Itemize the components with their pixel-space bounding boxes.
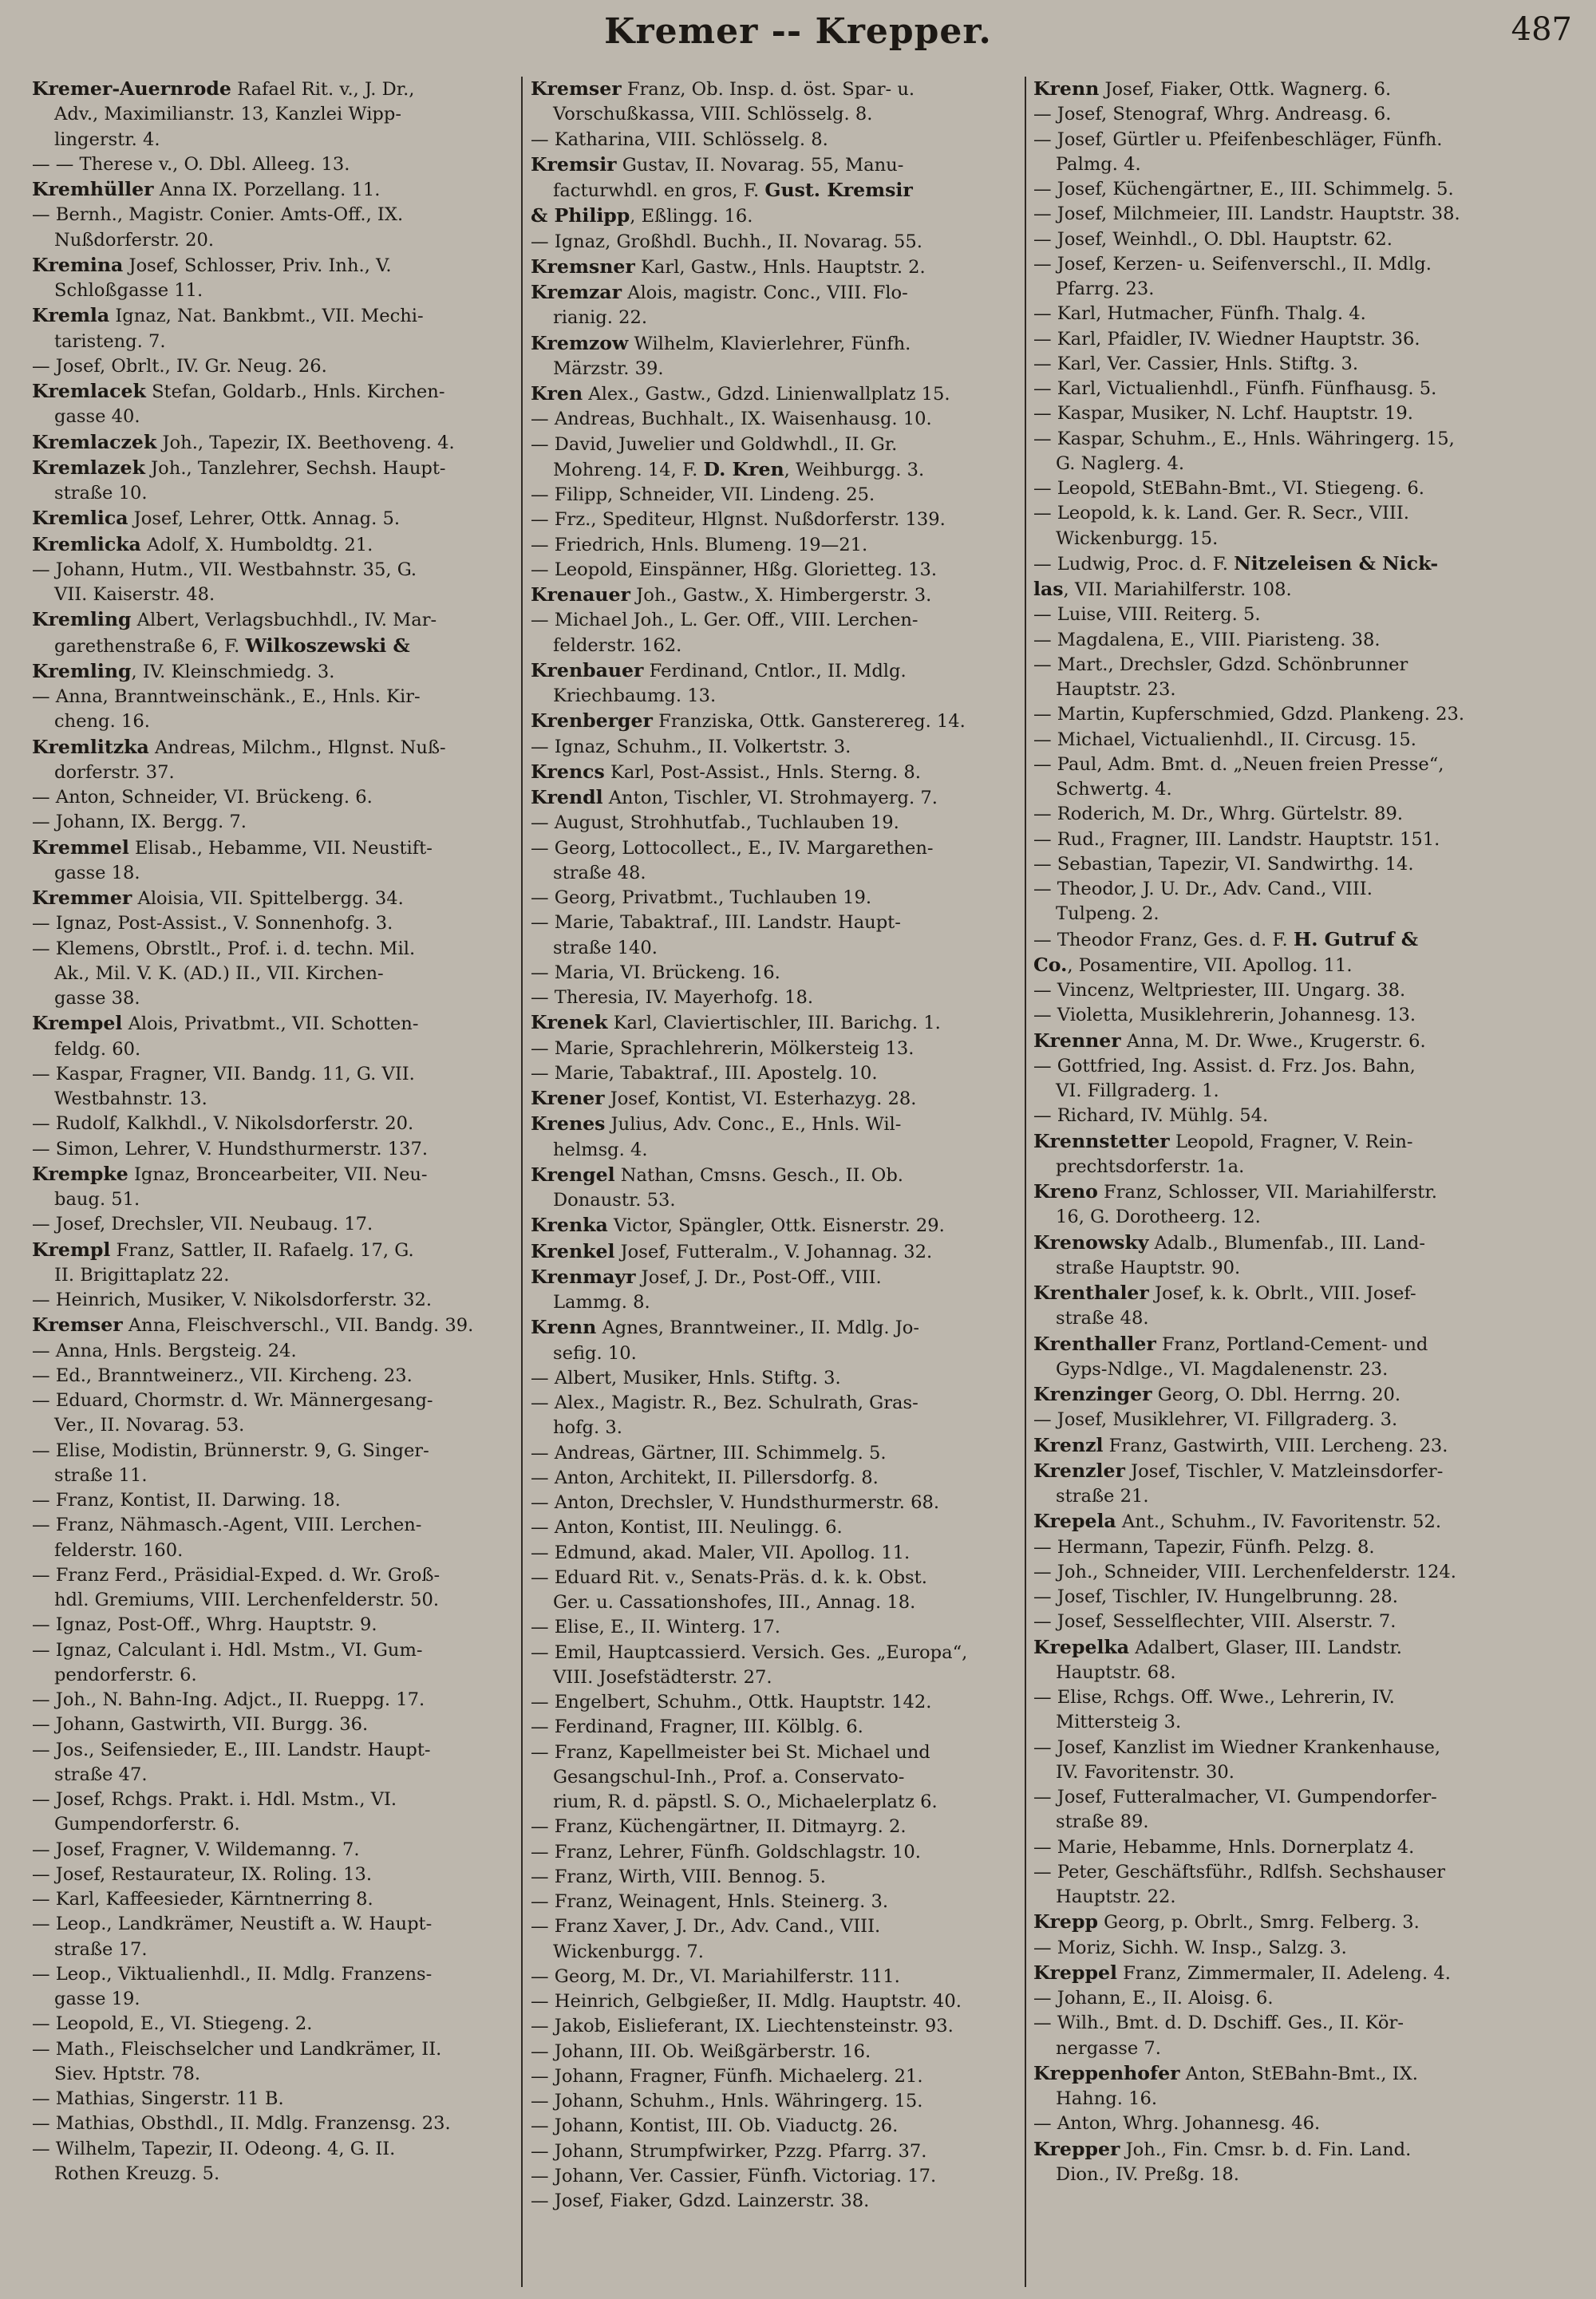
directory-entry: — Josef, Obrlt., IV. Gr. Neug. 26. bbox=[32, 355, 327, 377]
directory-entry: Kremlicka Adolf, X. Humboldtg. 21. bbox=[32, 532, 373, 555]
directory-entry-continuation: straße Hauptstr. 90. bbox=[1056, 1257, 1241, 1278]
directory-entry: — Gottfried, Ing. Assist. d. Frz. Jos. Bahn, bbox=[1033, 1055, 1416, 1076]
directory-entry: — Franz, Kapellmeister bei St. Michael und bbox=[531, 1741, 930, 1763]
directory-entry-continuation: Adv., Maximilianstr. 13, Kanzlei Wipp- bbox=[54, 104, 401, 125]
directory-entry-continuation: gasse 38. bbox=[54, 988, 140, 1009]
directory-entry: Kremsner Karl, Gastw., Hnls. Hauptstr. 2. bbox=[531, 255, 926, 278]
directory-entry-continuation: Ger. u. Cassationshofes, III., Annag. 18. bbox=[553, 1592, 916, 1613]
directory-entry: Kreppenhofer Anton, StEBahn-Bmt., IX. bbox=[1033, 2061, 1418, 2084]
directory-entry: — Josef, Rchgs. Prakt. i. Hdl. Mstm., VI. bbox=[32, 1789, 397, 1810]
directory-entry: — Anton, Kontist, III. Neulingg. 6. bbox=[531, 1517, 843, 1539]
directory-entry-continuation: Ver., II. Novarag. 53. bbox=[54, 1415, 245, 1436]
directory-entry: — Joh., Schneider, VIII. Lerchenfelderstr. 124. bbox=[1033, 1561, 1456, 1582]
directory-entry: — Elise, E., II. Winterg. 17. bbox=[531, 1617, 780, 1638]
directory-entry: — Franz, Wirth, VIII. Bennog. 5. bbox=[531, 1866, 826, 1887]
directory-entry: Kremzow Wilhelm, Klavierlehrer, Fünfh. bbox=[531, 331, 911, 354]
directory-entry-continuation: felderstr. 162. bbox=[553, 634, 682, 656]
directory-entry-continuation: Tulpeng. 2. bbox=[1056, 903, 1159, 925]
directory-entry-continuation: Siev. Hptstr. 78. bbox=[54, 2063, 201, 2084]
directory-entry-continuation: Rothen Kreuzg. 5. bbox=[54, 2163, 220, 2184]
directory-entry: Krempl Franz, Sattler, II. Rafaelg. 17, G. bbox=[32, 1238, 414, 1261]
directory-entry: — Josef, Küchengärtner, E., III. Schimmelg. 5. bbox=[1033, 179, 1454, 199]
directory-entry-continuation: Gesangschul-Inh., Prof. a. Conservato- bbox=[553, 1766, 905, 1787]
directory-entry-continuation: Westbahnstr. 13. bbox=[54, 1088, 207, 1109]
directory-entry: Krenzinger Georg, O. Dbl. Herrng. 20. bbox=[1033, 1383, 1401, 1405]
directory-entry-continuation: II. Brigittaplatz 22. bbox=[54, 1264, 230, 1286]
directory-entry-continuation: taristeng. 7. bbox=[54, 330, 166, 352]
directory-entry-continuation: straße 21. bbox=[1056, 1486, 1149, 1507]
directory-entry: — Ignaz, Post-Off., Whrg. Hauptstr. 9. bbox=[32, 1614, 377, 1636]
directory-entry-continuation: baug. 51. bbox=[54, 1189, 140, 1210]
directory-entry: — Josef, Stenograf, Whrg. Andreasg. 6. bbox=[1033, 104, 1392, 125]
directory-entry-continuation: Vorschußkassa, VIII. Schlösselg. 8. bbox=[553, 104, 873, 125]
directory-entry-continuation: Schwertg. 4. bbox=[1056, 779, 1172, 800]
directory-entry-continuation: nergasse 7. bbox=[1056, 2037, 1161, 2059]
directory-entry: Kreppel Franz, Zimmermaler, II. Adeleng. 4. bbox=[1033, 1961, 1451, 1984]
directory-entry-continuation: VI. Fillgraderg. 1. bbox=[1056, 1080, 1219, 1101]
directory-entry-continuation: IV. Favoritenstr. 30. bbox=[1056, 1761, 1235, 1783]
directory-entry: — Ludwig, Proc. d. F. Nitzeleisen & Nick- bbox=[1033, 551, 1439, 575]
directory-entry-continuation: Donaustr. 53. bbox=[553, 1190, 676, 1211]
directory-entry: — Klemens, Obrstlt., Prof. i. d. techn. Mil. bbox=[32, 938, 416, 959]
directory-entry: Kremlitzka Andreas, Milchm., Hlgnst. Nuß- bbox=[32, 735, 446, 758]
directory-entry: Kremser Anna, Fleischverschl., VII. Bandg. 39. bbox=[32, 1313, 474, 1337]
directory-entry-continuation: Nußdorferstr. 20. bbox=[54, 229, 215, 251]
directory-entry-continuation: Gyps-Ndlge., VI. Magdalenenstr. 23. bbox=[1056, 1358, 1389, 1380]
directory-entry: Krengel Nathan, Cmsns. Gesch., II. Ob. bbox=[531, 1163, 903, 1186]
directory-entry-continuation: feldg. 60. bbox=[54, 1038, 141, 1060]
directory-entry: — Karl, Pfaidler, IV. Wiedner Hauptstr. 36. bbox=[1033, 328, 1420, 350]
directory-entry: — Kaspar, Musiker, N. Lchf. Hauptstr. 19. bbox=[1033, 403, 1413, 425]
directory-entry-continuation: Kriechbaumg. 13. bbox=[553, 685, 717, 706]
directory-entry: — Johann, III. Ob. Weißgärberstr. 16. bbox=[531, 2040, 871, 2062]
directory-entry: — Jakob, Eislieferant, IX. Liechtensteinstr. 93. bbox=[531, 2016, 954, 2037]
directory-entry: Kren Alex., Gastw., Gdzd. Linienwallplatz 15. bbox=[531, 382, 950, 405]
directory-entry: Kremhüller Anna IX. Porzellang. 11. bbox=[32, 178, 381, 200]
directory-entry: — Andreas, Gärtner, III. Schimmelg. 5. bbox=[531, 1442, 887, 1464]
directory-entry-continuation: G. Naglerg. 4. bbox=[1056, 452, 1185, 474]
directory-entry: — Josef, Kerzen- u. Seifenverschl., II. Mdlg. bbox=[1033, 253, 1432, 275]
directory-entry: — Johann, Gastwirth, VII. Burgg. 36. bbox=[32, 1714, 369, 1736]
directory-entry-continuation: straße 48. bbox=[1056, 1308, 1149, 1329]
directory-entry: — Jos., Seifensieder, E., III. Landstr. Haupt- bbox=[32, 1739, 431, 1760]
directory-entry-continuation: Wickenburgg. 15. bbox=[1056, 527, 1219, 549]
directory-entry: — Anton, Whrg. Johannesg. 46. bbox=[1033, 2113, 1321, 2135]
directory-entry: — Wilhelm, Tapezir, II. Odeong. 4, G. II. bbox=[32, 2138, 396, 2159]
directory-entry: — Rudolf, Kalkhdl., V. Nikolsdorferstr. 20. bbox=[32, 1113, 414, 1135]
directory-entry-continuation: hdl. Gremiums, VIII. Lerchenfelderstr. 50. bbox=[54, 1590, 440, 1610]
directory-entry: — Josef, Restaurateur, IX. Roling. 13. bbox=[32, 1863, 373, 1885]
directory-entry-continuation: Palmg. 4. bbox=[1056, 153, 1141, 175]
directory-entry: — Martin, Kupferschmied, Gdzd. Plankeng. 23. bbox=[1033, 704, 1465, 725]
directory-entry: — Josef, Musiklehrer, VI. Fillgraderg. 3. bbox=[1033, 1409, 1398, 1431]
directory-entry: Krepper Joh., Fin. Cmsr. b. d. Fin. Land. bbox=[1033, 2137, 1412, 2160]
directory-entry: Kremser Franz, Ob. Insp. d. öst. Spar- u. bbox=[531, 77, 915, 100]
directory-entry: — Theresia, IV. Mayerhofg. 18. bbox=[531, 987, 814, 1008]
directory-entry: — Josef, Fiaker, Gdzd. Lainzerstr. 38. bbox=[531, 2190, 870, 2211]
directory-entry-continuation: garethenstraße 6, F. Wilkoszewski & bbox=[54, 634, 410, 657]
directory-entry: — Rud., Fragner, III. Landstr. Hauptstr. 151. bbox=[1033, 828, 1440, 850]
directory-entry-continuation: gasse 40. bbox=[54, 406, 140, 428]
directory-entry: — Kaspar, Fragner, VII. Bandg. 11, G. VII. bbox=[32, 1063, 415, 1084]
directory-column-2 bbox=[531, 77, 1041, 2287]
directory-entry: Krenn Josef, Fiaker, Ottk. Wagnerg. 6. bbox=[1033, 77, 1392, 100]
directory-entry: — Johann, Fragner, Fünfh. Michaelerg. 21. bbox=[531, 2065, 923, 2087]
directory-entry-continuation: Hauptstr. 23. bbox=[1056, 679, 1176, 700]
directory-entry-continuation: pendorferstr. 6. bbox=[54, 1664, 197, 1685]
directory-entry-continuation: hofg. 3. bbox=[553, 1417, 622, 1439]
directory-entry: — Franz Xaver, J. Dr., Adv. Cand., VIII. bbox=[531, 1916, 881, 1938]
directory-entry: — Frz., Spediteur, Hlgnst. Nußdorferstr. 139. bbox=[531, 509, 946, 531]
directory-entry-continuation: Dion., IV. Preßg. 18. bbox=[1056, 2163, 1239, 2185]
directory-entry-continuation: Lammg. 8. bbox=[553, 1292, 650, 1313]
directory-column-1 bbox=[32, 77, 543, 2287]
directory-entry-continuation: Ak., Mil. V. K. (AD.) II., VII. Kirchen- bbox=[54, 962, 384, 984]
directory-entry-continuation: rium, R. d. päpstl. S. O., Michaelerplatz 6. bbox=[553, 1791, 938, 1812]
directory-entry: — Richard, IV. Mühlg. 54. bbox=[1033, 1105, 1269, 1127]
directory-entry: Kremling, IV. Kleinschmiedg. 3. bbox=[32, 659, 335, 682]
directory-entry: — Kaspar, Schuhm., E., Hnls. Währingerg. 15, bbox=[1033, 428, 1455, 449]
directory-entry: — Anton, Architekt, II. Pillersdorfg. 8. bbox=[531, 1467, 879, 1488]
directory-entry: — Magdalena, E., VIII. Piaristeng. 38. bbox=[1033, 629, 1381, 650]
directory-entry-continuation: Wickenburgg. 7. bbox=[553, 1941, 704, 1962]
directory-entry: — Anna, Branntweinschänk., E., Hnls. Kir- bbox=[32, 686, 421, 707]
directory-entry: — Franz, Küchengärtner, II. Ditmayrg. 2. bbox=[531, 1816, 907, 1838]
directory-entry-continuation: straße 10. bbox=[54, 483, 148, 504]
directory-entry: Krenka Victor, Spängler, Ottk. Eisnerstr. 29. bbox=[531, 1214, 945, 1237]
directory-entry: — Theodor Franz, Ges. d. F. H. Gutruf & bbox=[1033, 927, 1419, 950]
directory-entry: — Leopold, E., VI. Stiegeng. 2. bbox=[32, 2013, 313, 2035]
directory-entry: Krenek Karl, Claviertischler, III. Barichg. 1. bbox=[531, 1011, 941, 1034]
directory-entry: — Josef, Milchmeier, III. Landstr. Hauptstr. 38. bbox=[1033, 203, 1460, 225]
directory-entry-continuation: helmsg. 4. bbox=[553, 1139, 648, 1160]
directory-entry: — Edmund, akad. Maler, VII. Apollog. 11. bbox=[531, 1542, 911, 1563]
directory-entry: Krener Josef, Kontist, VI. Esterhazyg. 28. bbox=[531, 1087, 917, 1109]
directory-entry: — Simon, Lehrer, V. Hundsthurmerstr. 137. bbox=[32, 1138, 429, 1159]
directory-entry-continuation: prechtsdorferstr. 1a. bbox=[1056, 1155, 1245, 1177]
directory-entry: — Marie, Hebamme, Hnls. Dornerplatz 4. bbox=[1033, 1836, 1415, 1858]
directory-entry: — Marie, Sprachlehrerin, Mölkersteig 13. bbox=[531, 1037, 915, 1059]
directory-entry: — — Therese v., O. Dbl. Alleeg. 13. bbox=[32, 153, 350, 175]
directory-entry: — Math., Fleischselcher und Landkrämer, II. bbox=[32, 2038, 442, 2060]
directory-entry: Krenner Anna, M. Dr. Wwe., Krugerstr. 6. bbox=[1033, 1029, 1426, 1052]
directory-entry: — Violetta, Musiklehrerin, Johannesg. 13. bbox=[1033, 1005, 1416, 1026]
directory-entry: — Karl, Ver. Cassier, Hnls. Stiftg. 3. bbox=[1033, 353, 1359, 374]
directory-entry: — Elise, Rchgs. Off. Wwe., Lehrerin, IV. bbox=[1033, 1687, 1395, 1708]
directory-entry: Krenberger Franziska, Ottk. Gansterereg. 14. bbox=[531, 709, 966, 733]
directory-entry: — Leopold, StEBahn-Bmt., VI. Stiegeng. 6. bbox=[1033, 478, 1424, 499]
page-header bbox=[24, 11, 1572, 61]
directory-entry-continuation: straße 17. bbox=[54, 1938, 148, 1960]
directory-entry: — Elise, Modistin, Brünnerstr. 9, G. Singer- bbox=[32, 1440, 429, 1461]
running-head: Kremer -- Krepper. bbox=[604, 11, 992, 52]
directory-entry: — Theodor, J. U. Dr., Adv. Cand., VIII. bbox=[1033, 879, 1373, 899]
directory-entry: — Joh., N. Bahn-Ing. Adjct., II. Rueppg. 17. bbox=[32, 1689, 425, 1710]
directory-entry: Kremmer Aloisia, VII. Spittelbergg. 34. bbox=[32, 887, 404, 909]
directory-entry: Krenkel Josef, Futteralm., V. Johannag. 32. bbox=[531, 1239, 933, 1262]
directory-entry: — Josef, Futteralmacher, VI. Gumpendorfer- bbox=[1033, 1787, 1437, 1807]
directory-entry: — Hermann, Tapezir, Fünfh. Pelzg. 8. bbox=[1033, 1536, 1375, 1558]
directory-entry: — Michael, Victualienhdl., II. Circusg. 15. bbox=[1033, 729, 1416, 750]
directory-entry-continuation: Pfarrg. 23. bbox=[1056, 278, 1155, 299]
directory-entry: Krenbauer Ferdinand, Cntlor., II. Mdlg. bbox=[531, 658, 907, 681]
directory-entry-continuation: straße 48. bbox=[553, 862, 646, 883]
directory-entry: — Heinrich, Gelbgießer, II. Mdlg. Hauptstr. 40. bbox=[531, 1991, 962, 2012]
directory-entry: — Ferdinand, Fragner, III. Kölblg. 6. bbox=[531, 1716, 863, 1738]
directory-entry: — Franz, Weinagent, Hnls. Steinerg. 3. bbox=[531, 1891, 889, 1912]
directory-entry-continuation: Hahng. 16. bbox=[1056, 2088, 1158, 2109]
directory-entry-continuation: gasse 18. bbox=[54, 862, 140, 883]
directory-entry: — Vincenz, Weltpriester, III. Ungarg. 38. bbox=[1033, 980, 1406, 1001]
directory-entry: Kremzar Alois, magistr. Conc., VIII. Flo- bbox=[531, 281, 908, 303]
directory-entry: las, VII. Mariahilferstr. 108. bbox=[1033, 578, 1292, 600]
directory-entry: — Marie, Tabaktraf., III. Landstr. Haupt- bbox=[531, 912, 901, 934]
directory-entry: — Karl, Hutmacher, Fünfh. Thalg. 4. bbox=[1033, 303, 1366, 325]
directory-entry: — Ignaz, Schuhm., II. Volkertstr. 3. bbox=[531, 736, 851, 757]
directory-entry: — Johann, E., II. Aloisg. 6. bbox=[1033, 1988, 1274, 2009]
directory-entry: Krepelka Adalbert, Glaser, III. Landstr. bbox=[1033, 1635, 1402, 1658]
directory-entry: — Josef, Drechsler, VII. Neubaug. 17. bbox=[32, 1214, 373, 1235]
directory-entry: Kremina Josef, Schlosser, Priv. Inh., V. bbox=[32, 253, 392, 276]
directory-entry: — Karl, Victualienhdl., Fünfh. Fünfhausg. 5. bbox=[1033, 378, 1437, 399]
directory-entry: Krenes Julius, Adv. Conc., E., Hnls. Wil- bbox=[531, 1112, 902, 1136]
directory-entry: Kremlica Josef, Lehrer, Ottk. Annag. 5. bbox=[32, 507, 401, 530]
directory-entry: — Josef, Fragner, V. Wildemanng. 7. bbox=[32, 1839, 360, 1860]
directory-entry: — Paul, Adm. Bmt. d. „Neuen freien Presse“, bbox=[1033, 753, 1444, 775]
directory-entry: — Leop., Viktualienhdl., II. Mdlg. Franzens- bbox=[32, 1963, 433, 1985]
directory-entry: Krenowsky Adalb., Blumenfab., III. Land- bbox=[1033, 1230, 1425, 1254]
directory-entry: — Ed., Branntweinerz., VII. Kircheng. 23. bbox=[32, 1365, 413, 1386]
directory-entry: — Johann, Strumpfwirker, Pzzg. Pfarrg. 37. bbox=[531, 2140, 927, 2162]
directory-entry-continuation: straße 47. bbox=[54, 1764, 148, 1785]
directory-entry-continuation: Hauptstr. 22. bbox=[1056, 1886, 1176, 1907]
directory-entry: — August, Strohhutfab., Tuchlauben 19. bbox=[531, 812, 899, 834]
directory-entry-continuation: straße 89. bbox=[1056, 1811, 1149, 1833]
directory-entry: Co., Posamentire, VII. Apollog. 11. bbox=[1033, 953, 1353, 976]
directory-entry: — Josef, Sesselflechter, VIII. Alserstr. 7. bbox=[1033, 1611, 1396, 1633]
directory-entry-continuation: rianig. 22. bbox=[553, 307, 648, 329]
directory-entry: — Anna, Hnls. Bergsteig. 24. bbox=[32, 1340, 297, 1361]
directory-entry: Krempel Alois, Privatbmt., VII. Schotten- bbox=[32, 1012, 419, 1035]
directory-entry: Kremlacek Stefan, Goldarb., Hnls. Kirchen- bbox=[32, 380, 445, 402]
directory-entry: — Johann, Schuhm., Hnls. Währingerg. 15. bbox=[531, 2091, 923, 2111]
directory-entry-continuation: gasse 19. bbox=[54, 1989, 140, 2009]
directory-entry: — Heinrich, Musiker, V. Nikolsdorferstr. 32. bbox=[32, 1290, 432, 1310]
directory-entry: — Mart., Drechsler, Gdzd. Schönbrunner bbox=[1033, 654, 1408, 675]
directory-entry: — Leop., Landkrämer, Neustift a. W. Haupt- bbox=[32, 1914, 433, 1935]
directory-entry: — Johann, IX. Bergg. 7. bbox=[32, 812, 247, 833]
directory-entry: — Franz Ferd., Präsidial-Exped. d. Wr. Groß- bbox=[32, 1564, 440, 1586]
directory-entry-continuation: dorferstr. 37. bbox=[54, 761, 175, 783]
directory-entry-continuation: Märzstr. 39. bbox=[553, 357, 664, 379]
directory-entry-continuation: facturwhdl. en gros, F. Gust. Kremsir bbox=[553, 179, 913, 201]
directory-entry: — Wilh., Bmt. d. D. Dschiff. Ges., II. Kör- bbox=[1033, 2013, 1404, 2034]
directory-entry-continuation: Gumpendorferstr. 6. bbox=[54, 1814, 240, 1835]
directory-entry: — Marie, Tabaktraf., III. Apostelg. 10. bbox=[531, 1062, 878, 1084]
directory-entry: — Moriz, Sichh. W. Insp., Salzg. 3. bbox=[1033, 1937, 1347, 1958]
directory-entry: — Emil, Hauptcassierd. Versich. Ges. „Europa“, bbox=[531, 1641, 968, 1663]
directory-entry: — Anton, Schneider, VI. Brückeng. 6. bbox=[32, 787, 373, 808]
directory-entry: — Roderich, M. Dr., Whrg. Gürtelstr. 89. bbox=[1033, 804, 1404, 825]
directory-entry: — Ignaz, Calculant i. Hdl. Mstm., VI. Gum- bbox=[32, 1639, 423, 1661]
directory-entry: — Franz, Lehrer, Fünfh. Goldschlagstr. 10. bbox=[531, 1841, 921, 1863]
directory-entry: Krennstetter Leopold, Fragner, V. Rein- bbox=[1033, 1129, 1413, 1152]
directory-entry: — Maria, VI. Brückeng. 16. bbox=[531, 962, 780, 983]
directory-entry: — Karl, Kaffeesieder, Kärntnerring 8. bbox=[32, 1889, 373, 1910]
directory-entry: — Georg, Lottocollect., E., IV. Margarethen- bbox=[531, 837, 934, 859]
directory-entry: — Filipp, Schneider, VII. Lindeng. 25. bbox=[531, 484, 875, 505]
directory-entry: — Friedrich, Hnls. Blumeng. 19—21. bbox=[531, 534, 868, 555]
directory-entry-continuation: straße 140. bbox=[553, 937, 658, 958]
directory-entry: Krencs Karl, Post-Assist., Hnls. Sterng. 8. bbox=[531, 760, 921, 783]
directory-entry: Kremer-Auernrode Rafael Rit. v., J. Dr., bbox=[32, 77, 415, 100]
directory-entry: Krenn Agnes, Branntweiner., II. Mdlg. Jo- bbox=[531, 1316, 920, 1339]
directory-entry: — Ignaz, Großhdl. Buchh., II. Novarag. 55. bbox=[531, 231, 922, 252]
directory-entry: Krenmayr Josef, J. Dr., Post-Off., VIII. bbox=[531, 1265, 882, 1288]
directory-entry: Krepp Georg, p. Obrlt., Smrg. Felberg. 3. bbox=[1033, 1910, 1420, 1934]
directory-entry: — Sebastian, Tapezir, VI. Sandwirthg. 14. bbox=[1033, 853, 1414, 875]
directory-entry: — Mathias, Obsthdl., II. Mdlg. Franzensg. 23. bbox=[32, 2113, 451, 2135]
directory-entry: — Luise, VIII. Reiterg. 5. bbox=[1033, 604, 1261, 626]
directory-entry: — Mathias, Singerstr. 11 B. bbox=[32, 2088, 284, 2109]
directory-entry-continuation: cheng. 16. bbox=[54, 711, 150, 733]
directory-entry: Krendl Anton, Tischler, VI. Strohmayerg. 7. bbox=[531, 786, 938, 808]
directory-entry: — Josef, Kanzlist im Wiedner Krankenhause, bbox=[1033, 1736, 1441, 1758]
directory-entry-continuation: sefig. 10. bbox=[553, 1342, 637, 1364]
directory-entry: Kremlazek Joh., Tanzlehrer, Sechsh. Haupt- bbox=[32, 456, 446, 479]
directory-entry: Krenzl Franz, Gastwirth, VIII. Lercheng. 23. bbox=[1033, 1433, 1448, 1456]
directory-entry: — Eduard, Chormstr. d. Wr. Männergesang- bbox=[32, 1390, 433, 1411]
directory-entry: — Bernh., Magistr. Conier. Amts-Off., IX. bbox=[32, 204, 404, 226]
directory-entry: — Georg, M. Dr., VI. Mariahilferstr. 111. bbox=[531, 1965, 900, 1987]
directory-entry: — Peter, Geschäftsführ., Rdlfsh. Sechshauser bbox=[1033, 1861, 1446, 1882]
directory-entry-continuation: 16, G. Dorotheerg. 12. bbox=[1056, 1207, 1261, 1228]
directory-column-3 bbox=[1033, 77, 1544, 2287]
directory-entry: — Katharina, VIII. Schlösselg. 8. bbox=[531, 128, 828, 150]
directory-entry: — Franz, Kontist, II. Darwing. 18. bbox=[32, 1490, 341, 1511]
directory-entry-continuation: Hauptstr. 68. bbox=[1056, 1661, 1176, 1683]
directory-entry: — Josef, Tischler, IV. Hungelbrunng. 28. bbox=[1033, 1586, 1398, 1607]
directory-entry: & Philipp, Eßlingg. 16. bbox=[531, 204, 753, 227]
directory-entry-continuation: lingerstr. 4. bbox=[54, 128, 160, 150]
directory-entry: Kremlaczek Joh., Tapezir, IX. Beethoveng. 4. bbox=[32, 430, 455, 453]
directory-entry-continuation: Mohreng. 14, F. D. Kren, Weihburgg. 3. bbox=[553, 457, 925, 480]
directory-entry: — Leopold, k. k. Land. Ger. R. Secr., VIII. bbox=[1033, 503, 1409, 524]
directory-entry: — Michael Joh., L. Ger. Off., VIII. Lerchen- bbox=[531, 610, 918, 631]
page-number: 487 bbox=[1511, 11, 1572, 48]
directory-entry: — Albert, Musiker, Hnls. Stiftg. 3. bbox=[531, 1367, 841, 1388]
directory-entry: Krenthaller Franz, Portland-Cement- und bbox=[1033, 1332, 1428, 1355]
directory-entry: — Franz, Nähmasch.-Agent, VIII. Lerchen- bbox=[32, 1515, 422, 1536]
directory-entry: — Johann, Ver. Cassier, Fünfh. Victoriag. 17. bbox=[531, 2165, 937, 2186]
directory-entry: — Andreas, Buchhalt., IX. Waisenhausg. 10. bbox=[531, 409, 932, 430]
directory-entry: — Engelbert, Schuhm., Ottk. Hauptstr. 142. bbox=[531, 1692, 932, 1712]
directory-entry: — Ignaz, Post-Assist., V. Sonnenhofg. 3. bbox=[32, 913, 393, 934]
directory-entry: Kremmel Elisab., Hebamme, VII. Neustift- bbox=[32, 835, 433, 859]
directory-entry: — Johann, Kontist, III. Ob. Viaductg. 26. bbox=[531, 2115, 899, 2137]
directory-entry-continuation: straße 11. bbox=[54, 1464, 148, 1486]
directory-entry: Krenthaler Josef, k. k. Obrlt., VIII. Josef- bbox=[1033, 1282, 1416, 1304]
directory-entry-continuation: VIII. Josefstädterstr. 27. bbox=[553, 1666, 772, 1688]
directory-entry: — Georg, Privatbmt., Tuchlauben 19. bbox=[531, 887, 872, 908]
directory-entry-continuation: Schloßgasse 11. bbox=[54, 280, 203, 301]
directory-entry: — David, Juwelier und Goldwhdl., II. Gr. bbox=[531, 433, 898, 455]
directory-entry: Krempke Ignaz, Broncearbeiter, VII. Neu- bbox=[32, 1162, 428, 1185]
directory-entry: — Eduard Rit. v., Senats-Präs. d. k. k. Obst. bbox=[531, 1566, 927, 1588]
directory-entry: Krepela Ant., Schuhm., IV. Favoritenstr. 52. bbox=[1033, 1510, 1442, 1533]
directory-entry: Kremling Albert, Verlagsbuchhdl., IV. Mar- bbox=[32, 608, 437, 631]
directory-entry: Kreno Franz, Schlosser, VII. Mariahilferstr. bbox=[1033, 1180, 1437, 1203]
directory-entry-continuation: Mittersteig 3. bbox=[1056, 1712, 1182, 1733]
directory-entry: — Johann, Hutm., VII. Westbahnstr. 35, G. bbox=[32, 559, 417, 580]
directory-entry: — Leopold, Einspänner, Hßg. Glorietteg. 13. bbox=[531, 559, 938, 580]
directory-entry-continuation: VII. Kaiserstr. 48. bbox=[54, 584, 215, 605]
directory-entry: — Anton, Drechsler, V. Hundsthurmerstr. 68. bbox=[531, 1492, 940, 1513]
directory-entry: Krenauer Joh., Gastw., X. Himbergerstr. 3. bbox=[531, 583, 932, 606]
directory-entry: — Alex., Magistr. R., Bez. Schulrath, Gras- bbox=[531, 1392, 918, 1413]
directory-entry: — Josef, Weinhdl., O. Dbl. Hauptstr. 62. bbox=[1033, 228, 1393, 250]
directory-entry: Kremla Ignaz, Nat. Bankbmt., VII. Mechi- bbox=[32, 304, 424, 327]
directory-entry-continuation: felderstr. 160. bbox=[54, 1539, 184, 1561]
directory-entry: — Josef, Gürtler u. Pfeifenbeschläger, Fünfh. bbox=[1033, 128, 1443, 150]
directory-entry: Kremsir Gustav, II. Novarag. 55, Manu- bbox=[531, 152, 904, 176]
directory-entry: Krenzler Josef, Tischler, V. Matzleinsdorfer- bbox=[1033, 1459, 1444, 1482]
